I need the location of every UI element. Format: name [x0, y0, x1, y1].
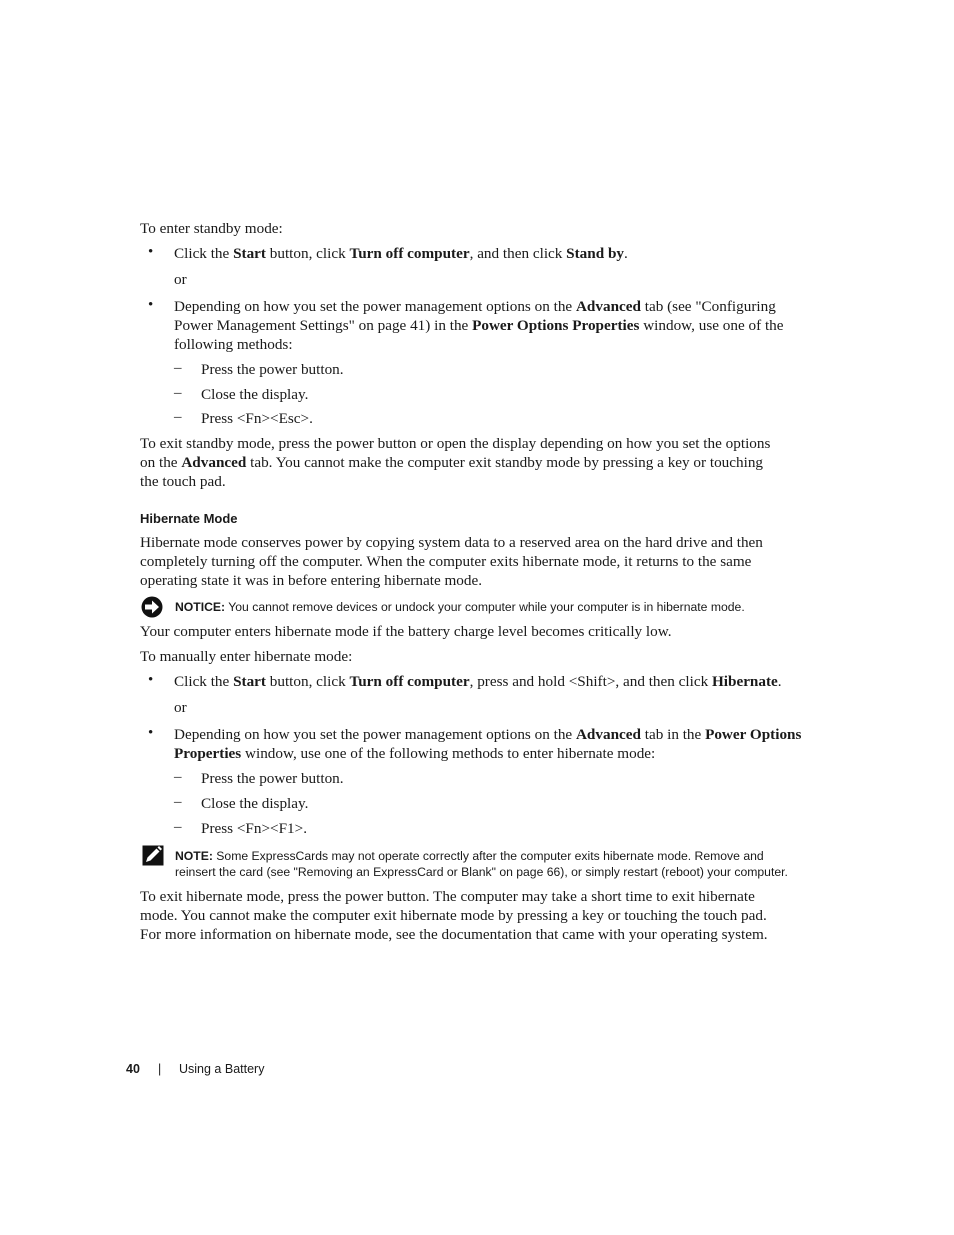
manual-intro: To manually enter hibernate mode: — [140, 648, 353, 665]
standby-intro: To enter standby mode: — [140, 220, 283, 237]
bullet-marker: • — [148, 725, 154, 741]
bullet-marker: • — [148, 672, 154, 688]
footer-separator: | — [158, 1062, 162, 1076]
note-pencil-icon — [142, 845, 164, 866]
or-text: or — [174, 699, 187, 716]
list-item: Press <Fn><Esc>. — [201, 410, 313, 427]
page-number: 40 — [126, 1062, 140, 1076]
notice-label: NOTICE: — [175, 600, 226, 614]
notice-arrow-icon — [140, 596, 164, 618]
list-item: Close the display. — [201, 795, 309, 812]
battery-low-text: Your computer enters hibernate mode if the battery charge level becomes critically low. — [140, 623, 672, 640]
list-item: Press the power button. — [201, 770, 344, 787]
list-item: Press the power button. — [201, 361, 344, 378]
footer-section-title: Using a Battery — [179, 1062, 265, 1076]
note-label: NOTE: — [175, 849, 213, 863]
bullet-marker: • — [148, 244, 154, 260]
or-text: or — [174, 271, 187, 288]
section-heading: Hibernate Mode — [140, 511, 238, 526]
list-item: Close the display. — [201, 386, 309, 403]
bullet-marker: • — [148, 297, 154, 313]
list-item: Press <Fn><F1>. — [201, 820, 308, 837]
